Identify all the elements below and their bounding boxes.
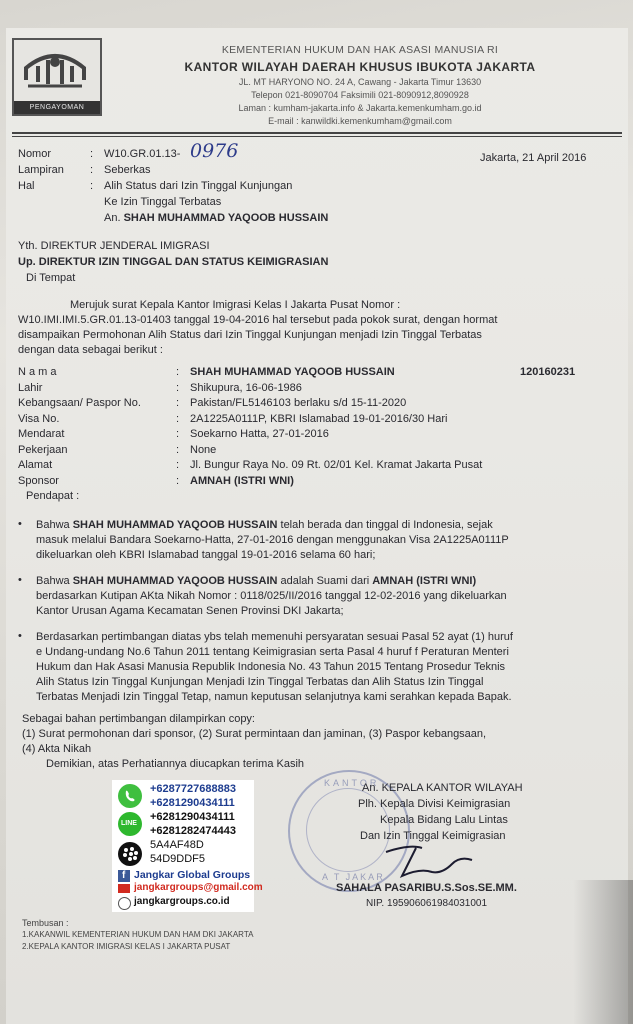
whatsapp-number-2[interactable]: +6281290434111 [150, 797, 235, 809]
data-row-value: None [190, 443, 217, 456]
sig-line3: Kepala Bidang Lalu Lintas [380, 814, 508, 826]
recipient-up: Up. DIREKTUR IZIN TINGGAL DAN STATUS KEIMIGRASIAN [18, 256, 329, 268]
nomor-colon: : [90, 148, 94, 160]
handwritten-signature [380, 838, 490, 884]
tembusan-item-1: 1.KAKANWIL KEMENTERIAN HUKUM DAN HAM DKI JAKARTA [22, 930, 254, 939]
lampiran-colon: : [90, 164, 94, 176]
hal-colon: : [90, 180, 94, 192]
recipient-yth: Yth. DIREKTUR JENDERAL IMIGRASI [18, 240, 210, 252]
data-row-value: 2A1225A0111P, KBRI Islamabad 19-01-2016/30 Hari [190, 412, 448, 425]
whatsapp-icon [118, 784, 142, 808]
attachments-line1: (1) Surat permohonan dari sponsor, (2) Surat permintaan dan jaminan, (3) Paspor kebangsaan, [22, 728, 487, 740]
bullet-2-line1: Bahwa SHAH MUHAMMAD YAQOOB HUSSAIN adalah Suami dari AMNAH (ISTRI WNI) [36, 575, 477, 587]
bullet-dot: • [18, 574, 22, 586]
contact-email[interactable]: jangkargroups@gmail.com [134, 882, 263, 893]
hal-line1: Alih Status dari Izin Tinggal Kunjungan [104, 180, 293, 192]
bullet-2-line3: Kantor Urusan Agama Kecamatan Senen Provinsi DKI Jakarta; [36, 605, 344, 617]
data-row-colon: : [176, 428, 180, 440]
bullet-2-line2: berdasarkan Kutipan AKta Nikah Nomor : 0118/025/II/2016 tanggal 12-02-2016 yang dikeluarkan [36, 590, 507, 602]
office-web: Laman : kumham-jakarta.info & Jakarta.kemenkumham.go.id [238, 103, 482, 113]
data-row-value: Pakistan/FL5146103 berlaku s/d 15-11-2020 [190, 397, 407, 409]
signatory-name: SAHALA PASARIBU.S.Sos.SE.MM. [336, 882, 517, 894]
tembusan-label: Tembusan : [22, 918, 69, 928]
intro-line-4: dengan data sebagai berikut : [18, 344, 163, 356]
pengayoman-emblem-icon [14, 42, 96, 100]
attachments-line2: (4) Akta Nikah [22, 743, 92, 755]
bullet-dot: • [18, 630, 22, 642]
nomor-handwritten: 0976 [190, 140, 239, 162]
nomor-label: Nomor [18, 148, 52, 160]
tembusan-item-2: 2.KEPALA KANTOR IMIGRASI KELAS I JAKARTA PUSAT [22, 942, 231, 951]
office-name: KANTOR WILAYAH DAERAH KHUSUS IBUKOTA JAKARTA [184, 60, 536, 74]
bullet-3-line5: Terbatas Menjadi Izin Tinggal Tetap, namun keputusan selanjutnya kami serahkan kepada Bapak. [36, 691, 512, 703]
data-row-value: Shikupura, 16-06-1986 [190, 381, 302, 394]
data-row-value: AMNAH (ISTRI WNI) [190, 474, 294, 487]
hal-name: SHAH MUHAMMAD YAQOOB HUSSAIN [123, 212, 329, 224]
office-phone: Telepon 021-8090704 Faksimili 021-8090912,8090928 [251, 90, 469, 100]
hal-prefix: An. [104, 212, 121, 224]
sig-line2: Plh. Kepala Divisi Keimigrasian [358, 798, 511, 810]
facebook-icon: f [118, 870, 130, 882]
ministry-logo [12, 38, 102, 116]
pendapat-label: Pendapat : [26, 490, 80, 502]
email-icon [118, 884, 130, 893]
data-row-colon: : [176, 443, 180, 456]
office-address: JL. MT HARYONO NO. 24 A, Cawang - Jakarta Timur 13630 [238, 77, 482, 87]
bullet-dot: • [18, 518, 22, 530]
data-row-label: Kebangsaan/ Paspor No. [18, 397, 141, 409]
intro-line-2: W10.IMI.IMI.5.GR.01.13-01403 tanggal 19-04-2016 hal tersebut pada pokok surat, dengan hormat [18, 314, 498, 326]
office-email: E-mail : kanwildki.kemenkumham@gmail.com [268, 116, 452, 126]
recipient-place: Di Tempat [26, 272, 76, 284]
bullet-1-line1: Bahwa SHAH MUHAMMAD YAQOOB HUSSAIN telah berada dan tinggal di Indonesia, sejak [36, 519, 493, 531]
stamp-top-text: KANTOR [324, 778, 380, 788]
bbm-pin-2[interactable]: 54D9DDF5 [150, 853, 206, 865]
closing-text: Demikian, atas Perhatiannya diucapkan terima Kasih [46, 758, 305, 770]
bullet-3-line2: e Undang-undang No.6 Tahun 2011 tentang Keimigrasian serta Pasal 4 huruf f Peraturan Menteri [36, 646, 509, 658]
lampiran-value: Seberkas [104, 164, 151, 176]
data-row-value: Soekarno Hatta, 27-01-2016 [190, 428, 329, 440]
hal-line2: Ke Izin Tinggal Terbatas [104, 196, 222, 208]
lampiran-label: Lampiran [18, 164, 64, 176]
data-row-label: Mendarat [18, 428, 65, 440]
line-number-2[interactable]: +6281282474443 [150, 825, 236, 837]
data-row-label: N a m a [18, 366, 57, 378]
data-row-label: Pekerjaan [18, 443, 68, 456]
line-app-icon [118, 812, 142, 836]
photo-shadow [573, 880, 633, 1024]
bullet-3-line4: Alih Status Izin Tinggal Kunjungan Menjadi Izin Tinggal Terbatas dan Alih Status Izin Tinggal [36, 676, 484, 688]
stamp-bottom-text: A T JAKAR [322, 872, 385, 882]
registration-number: 120160231 [520, 366, 576, 378]
line-icon-text: LINE [121, 820, 137, 827]
nomor-value: W10.GR.01.13- [104, 148, 181, 160]
contact-website[interactable]: jangkargroups.co.id [134, 896, 230, 907]
attachments-intro: Sebagai bahan pertimbangan dilampirkan copy: [22, 713, 255, 725]
bullet-3-line1: Berdasarkan pertimbangan diatas ybs telah memenuhi persyaratan sesuai Pasal 52 ayat (1) huruf [36, 631, 513, 643]
blackberry-icon [118, 842, 142, 866]
data-row-value: SHAH MUHAMMAD YAQOOB HUSSAIN [190, 366, 395, 378]
logo-label: PENGAYOMAN [14, 101, 100, 114]
data-row-colon: : [176, 381, 180, 394]
data-row-colon: : [176, 459, 180, 471]
facebook-name[interactable]: Jangkar Global Groups [134, 869, 251, 881]
data-row-colon: : [176, 397, 180, 409]
signatory-nip: NIP. 195906061984031001 [366, 898, 488, 909]
hal-line3 [104, 212, 328, 224]
hal-label: Hal [18, 180, 35, 192]
data-row-label: Visa No. [18, 412, 60, 425]
letterhead-rule-thin [12, 136, 622, 137]
whatsapp-number-1[interactable]: +6287727688883 [150, 783, 236, 795]
letterhead-rule [12, 132, 622, 134]
data-row-label: Lahir [18, 381, 43, 394]
intro-line-3: disampaikan Permohonan Alih Status dari Izin Tinggal Kunjungan menjadi Izin Tinggal Terbatas [18, 329, 482, 341]
data-row-label: Alamat [18, 459, 53, 471]
data-row-value: Jl. Bungur Raya No. 09 Rt. 02/01 Kel. Kramat Jakarta Pusat [190, 459, 483, 471]
globe-icon [118, 897, 131, 910]
sig-line4: Dan Izin Tinggal Keimigrasian [360, 830, 506, 842]
data-row-colon: : [176, 474, 180, 487]
data-row-colon: : [176, 366, 180, 378]
bullet-1-line2: masuk melalui Bandara Soekarno-Hatta, 27-01-2016 dengan menggunakan Visa 2A1225A0111P [36, 534, 509, 546]
data-row-colon: : [176, 412, 180, 425]
sig-line1: An. KEPALA KANTOR WILAYAH [362, 782, 523, 794]
bullet-3-line3: Hukum dan Hak Asasi Manusia Republik Indonesia No. 43 Tahun 2015 Tentang Prosedur Teknis [36, 661, 506, 673]
data-row-label: Sponsor [18, 474, 59, 487]
contact-overlay [112, 780, 263, 912]
bbm-pin-1[interactable]: 5A4AF48D [150, 839, 204, 851]
ministry-name: KEMENTERIAN HUKUM DAN HAK ASASI MANUSIA RI [221, 44, 499, 56]
letter-date: Jakarta, 21 April 2016 [480, 152, 587, 164]
bullet-1-line3: dikeluarkan oleh KBRI Islamabad tanggal 19-01-2016 selama 60 hari; [36, 549, 376, 561]
intro-line-1: Merujuk surat Kepala Kantor Imigrasi Kelas I Jakarta Pusat Nomor : [70, 299, 401, 311]
line-number-1[interactable]: +6281290434111 [150, 811, 235, 823]
